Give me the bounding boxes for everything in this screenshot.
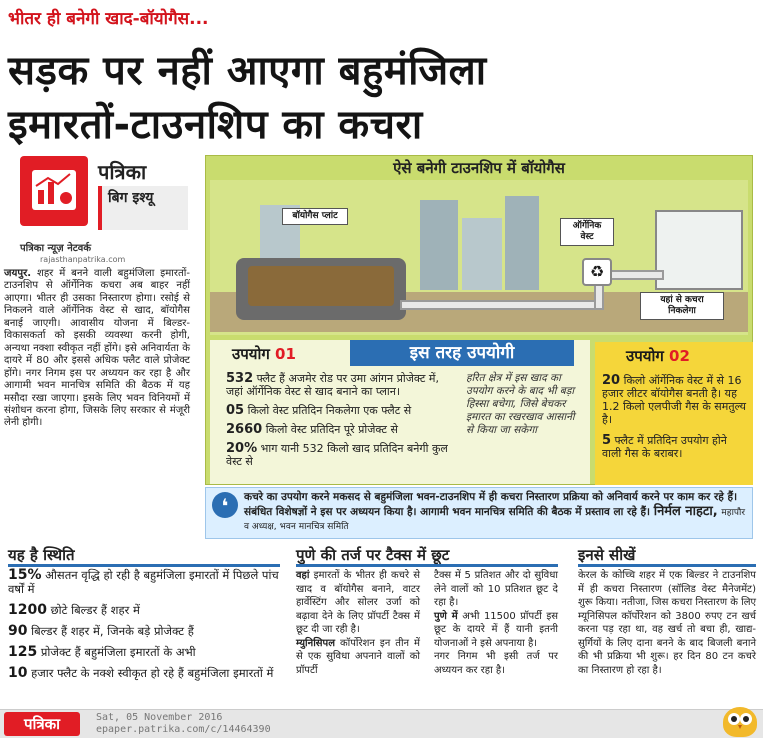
headline-line-1: सड़क पर नहीं आएगा बहुमंजिला xyxy=(8,48,487,94)
pune-lead: वहां xyxy=(296,570,310,581)
pune-heading: पुणे की तर्ज पर टैक्स में छूट xyxy=(296,546,450,564)
situation-num: 125 xyxy=(8,644,38,660)
site-url: rajasthanpatrika.com xyxy=(40,255,126,264)
use1-heading xyxy=(232,344,296,364)
pune-col-1 xyxy=(296,569,420,677)
footer-logo[interactable]: पत्रिका xyxy=(4,712,80,736)
situation-text: औसतन वृद्धि हो रही है बहुमंजिला इमारतों में पिछले पांच वर्षों में xyxy=(8,568,279,596)
use1-text: भाग यानी 532 किलो खाद प्रतिदिन बनेगी कुल वेस्ट से xyxy=(226,442,448,468)
situation-text: बिल्डर हैं शहर में, जिनके बड़े प्रोजेक्ट हैं xyxy=(31,624,194,638)
pune-lead: पुणे में xyxy=(434,610,458,622)
building-icon xyxy=(462,218,502,290)
footer-url[interactable]: epaper.patrika.com/c/14464390 xyxy=(96,724,271,735)
pune-text: टैक्स में 5 प्रतिशत और दो सुविधा लेने वालों को 10 प्रतिशत छूट दे रहा है। xyxy=(434,570,558,608)
pipe-icon xyxy=(400,300,600,310)
situation-text: हजार फ्लैट के नक्शे स्वीकृत हो रहे हैं बहुमंजिला इमारतों में xyxy=(31,666,274,680)
quote-text: कचरे का उपयोग करने मकसद से बहुमंजिला भवन-टाउनशिप में ही कचरा निस्तारण प्रक्रिया को अनिवार्य करने पर काम कर रहे हैं। संबंधित विशेषज्ञों ने इस पर अध्ययन किया है। आगामी भवन मानचित्र समिति की बैठक में प्रस्ताव ला रहे हैं। xyxy=(244,491,738,518)
series-name: बिग इश्यू xyxy=(98,186,188,230)
situation-num: 10 xyxy=(8,665,28,681)
intro-article xyxy=(4,268,190,430)
situation-item xyxy=(8,603,280,617)
situation-item xyxy=(8,645,280,659)
owl-mascot-icon xyxy=(723,707,757,737)
callout-waste-exit: यहां से कचरा निकलेगा xyxy=(640,292,724,320)
footer-date: Sat, 05 November 2016 xyxy=(96,712,223,723)
pune-col-2 xyxy=(434,569,558,677)
infographic-title: ऐसे बनेगी टाउनशिप में बॉयोगैस xyxy=(393,159,565,177)
use2-text: फ्लैट में प्रतिदिन उपयोग होने वाली गैस के बराबर। xyxy=(602,434,727,460)
use1-row xyxy=(226,442,458,468)
quote-author: निर्मल नाहटा, xyxy=(653,503,718,519)
situation-list xyxy=(8,568,280,680)
pune-lead: म्युनिसिपल xyxy=(296,637,335,649)
situation-heading: यह है स्थिति xyxy=(8,546,75,564)
use1-text: किलो वेस्ट प्रतिदिन निकलेगा एक फ्लैट से xyxy=(247,404,412,417)
use1-num: 05 xyxy=(226,403,245,418)
use1-text: किलो वेस्ट प्रतिदिन पूरे प्रोजेक्ट से xyxy=(265,423,398,436)
use1-text: फ्लैट हैं अजमेर रोड पर उमा आंगन प्रोजेक्ट में, जहां ऑर्गेनिक वेस्ट से खाद बनाने का प्लान। xyxy=(226,372,439,398)
situation-num: 1200 xyxy=(8,602,47,618)
banner-uses: इस तरह उपयोगी xyxy=(350,340,574,366)
recycle-icon: ♻ xyxy=(582,258,612,286)
compost-icon xyxy=(248,266,394,306)
bureau: पत्रिका न्यूज़ नेटवर्क xyxy=(20,243,92,254)
house-icon xyxy=(655,210,743,290)
use1-num: 532 xyxy=(226,371,254,386)
quote-icon: ❛ xyxy=(212,492,238,518)
building-icon xyxy=(420,200,458,290)
kicker: भीतर ही बनेगी खाद-बॉयोगैस... xyxy=(8,9,209,29)
use2-row xyxy=(602,374,748,426)
use2-heading xyxy=(626,346,690,366)
quote-body xyxy=(244,491,748,535)
use1-list xyxy=(226,372,458,468)
use1-row xyxy=(226,372,458,398)
use2-num: 20 xyxy=(602,373,621,388)
use1-num: 20% xyxy=(226,441,258,456)
situation-item xyxy=(8,624,280,638)
learn-heading: इनसे सीखें xyxy=(578,546,636,564)
use2-label: उपयोग xyxy=(626,347,664,365)
building-icon xyxy=(505,196,539,290)
pune-text: इमारतों के भीतर ही कचरे से खाद व बॉयोगैस बनाने, वाटर हार्वेस्टिंग और सोलर उर्जा को बढ़ावा देने के लिए प्रॉपर्टी टैक्स में छूट दी जा रही है। xyxy=(296,570,420,635)
use2-list xyxy=(602,374,748,460)
dateline: जयपुर. xyxy=(4,268,32,279)
situation-text: प्रोजेक्ट हैं बहुमंजिला इमारतों के अभी xyxy=(40,645,196,659)
divider xyxy=(8,564,280,567)
use1-row xyxy=(226,423,458,436)
green-area-note: हरित क्षेत्र में इस खाद का उपयोग करने के बाद भी बड़ा हिस्सा बचेगा, जिसे बेचकर इमारत का रखरखाव आसानी से किया जा सकेगा xyxy=(466,372,575,436)
divider xyxy=(578,564,756,567)
situation-num: 15% xyxy=(8,567,42,583)
quote-role: महापौर व अध्यक्ष, भवन मानचित्र समिति xyxy=(244,507,746,532)
situation-text: छोटे बिल्डर हैं शहर में xyxy=(50,603,140,617)
intro-text: शहर में बनने वाली बहुमंजिला इमारतों-टाउनशिप से ऑर्गेनिक कचरा अब बाहर नहीं आएगा। भीतर ही उसका निस्तारण होगा। रसोई से निकलने वाले ऑर्गेनिक वेस्ट से खाद, बॉयोगैस बनाई जाएगी। आवासीय योजना में बिल्डर-विकासकर्ता को इसकी व्यवस्था करनी होगी, अन्यथा नक्शा स्वीकृत नहीं होंगे। इसे अनिवार्यता के दायरे में 80 और इससे अधिक फ्लैट वाले प्रोजेक्ट होंगे। नगर निगम इस पर अध्ययन कर रहा है और आगामी भवन मानचित्र समिति की बैठक में यह मसौदा रखा जाएगा। इसके लिए भवन विनियमों में संशोधन करना होगा, जिसके लिए सरकार से मंजूरी लेनी होगी। xyxy=(4,268,190,429)
pune-text: कॉर्पोरेशन इन तीन में से एक सुविधा अपनाने वालों को प्रॉपर्टी xyxy=(296,637,420,676)
use2-number: 02 xyxy=(669,347,690,365)
callout-organic: ऑर्गेनिक वेस्ट xyxy=(560,218,614,246)
situation-num: 90 xyxy=(8,623,28,639)
use2-num: 5 xyxy=(602,433,612,448)
headline-line-2: इमारतों-टाउनशिप का कचरा xyxy=(8,102,423,148)
learn-text: केरल के कोच्चि शहर में एक बिल्डर ने टाउनशिप में ही कचरा निस्तारण (सॉलिड वेस्ट मैनेजमेंट) शुरू किया। नतीजा, जिस कचरा निस्तारण के लिए म्यूनिसिपल कॉर्पोरेशन को 3800 रुपए टन खर्च करना पड़ रहा था, वह खर्च तो बचा ही, खाद्य-सुर्गियों के लिए दाना बनने के बाद बिजली बनाने की भी प्रक्रिया भी शुरू। हर दिन 80 टन कचरे का निस्तारण हो रहा है। xyxy=(578,570,756,676)
pune-text: नगर निगम भी इसी तर्ज पर अध्ययन कर रहा है। xyxy=(434,651,558,676)
use2-row xyxy=(602,434,748,460)
use1-label: उपयोग xyxy=(232,345,270,363)
situation-item xyxy=(8,666,280,680)
use2-text: किलो ऑर्गेनिक वेस्ट में से 16 हजार लीटर बॉयोगैस बनती है। यह 1.2 किलो एलपीजी गैस के समतुल्य है। xyxy=(602,374,746,426)
use1-num: 2660 xyxy=(226,422,263,437)
chart-logo-icon xyxy=(20,156,88,226)
use1-row xyxy=(226,404,458,417)
brand-name: पत्रिका xyxy=(98,160,147,184)
callout-plant: बॉयोगैस प्लांट xyxy=(282,208,348,225)
use1-number: 01 xyxy=(275,345,296,363)
pune-text: अभी 11500 प्रॉपर्टी इस छूट के दायरे में हैं यानी इतनी योजनाओं ने इसे अपनाया है। xyxy=(434,610,558,649)
divider xyxy=(296,564,558,567)
situation-item xyxy=(8,568,280,596)
